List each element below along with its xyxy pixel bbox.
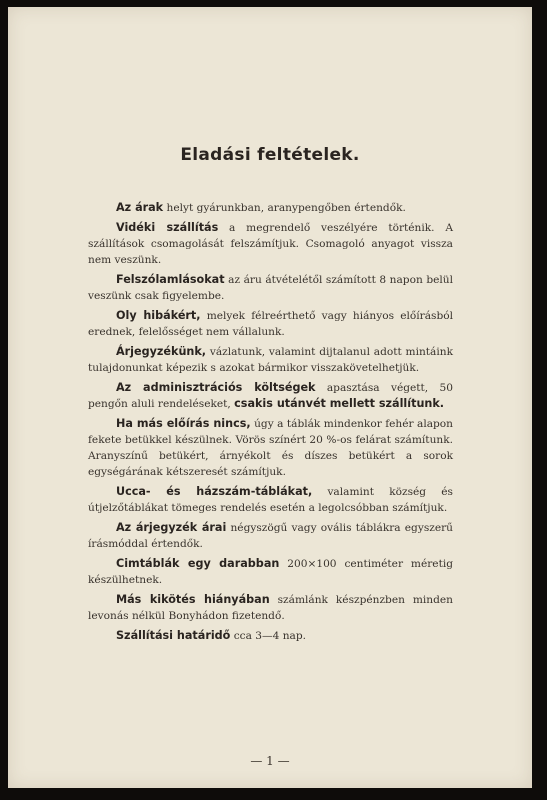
paragraph-catalog: Árjegyzékünk, vázlatunk, valamint dijtalanul adott mintáink tulajdonunkat képezik s azokat bármikor visszakövetelhetjük.: [88, 345, 453, 374]
paragraph-delivery-time: Szállítási határidő cca 3—4 nap.: [116, 629, 307, 642]
paragraph-payment: Más kikötés hiányában számlánk készpénzben minden levonás nélkül Bonyhádon fizetendő.: [88, 593, 453, 622]
paragraph-catalog-prices: Az árjegyzék árai négyszögű vagy ovális táblákra egyszerű írásmóddal értendők.: [88, 521, 453, 550]
paragraph-street-signs: Ucca- és házszám-táblákat, valamint község és útjelzőtáblákat tömeges rendelés esetén a legolcsóbban számítjuk.: [88, 485, 453, 514]
paragraph-colors: Ha más előírás nincs, úgy a táblák mindenkor fehér alapon fekete betükkel készülnek. Vörös színért 20 %-os felárat számítunk. Aranyszínű betükért, árnyékolt és díszes betükért a sorok egységárának kétszeresét számítjuk.: [88, 417, 454, 478]
paragraph-shipping: Vidéki szállítás a megrendelő veszélyére történik. A szállítások csomagolását felszámítjuk. Csomagoló anyagot vissza nem veszünk.: [88, 221, 453, 266]
page-number: — 1 —: [250, 754, 290, 768]
paragraph-sign-size: Cimtáblák egy darabban 200×100 centiméter méretig készülhetnek.: [88, 557, 453, 586]
page-title: Eladási feltételek.: [180, 145, 360, 165]
document-page: [8, 7, 532, 788]
terms-body: [88, 200, 453, 648]
paragraph-prices: Az árak helyt gyárunkban, aranypengőben értendők.: [116, 201, 406, 214]
paragraph-admin-costs: Az adminisztrációs költségek apasztása végett, 50 pengőn aluli rendeléseket, csakis utánvét mellett szállítunk.: [88, 381, 453, 410]
paragraph-complaints: Felszólamlásokat az áru átvételétől számított 8 napon belül veszünk csak figyelembe.: [88, 273, 453, 302]
paragraph-errors: Oly hibákért, melyek félreérthető vagy hiányos előírásból erednek, felelősséget nem vállalunk.: [88, 309, 454, 338]
